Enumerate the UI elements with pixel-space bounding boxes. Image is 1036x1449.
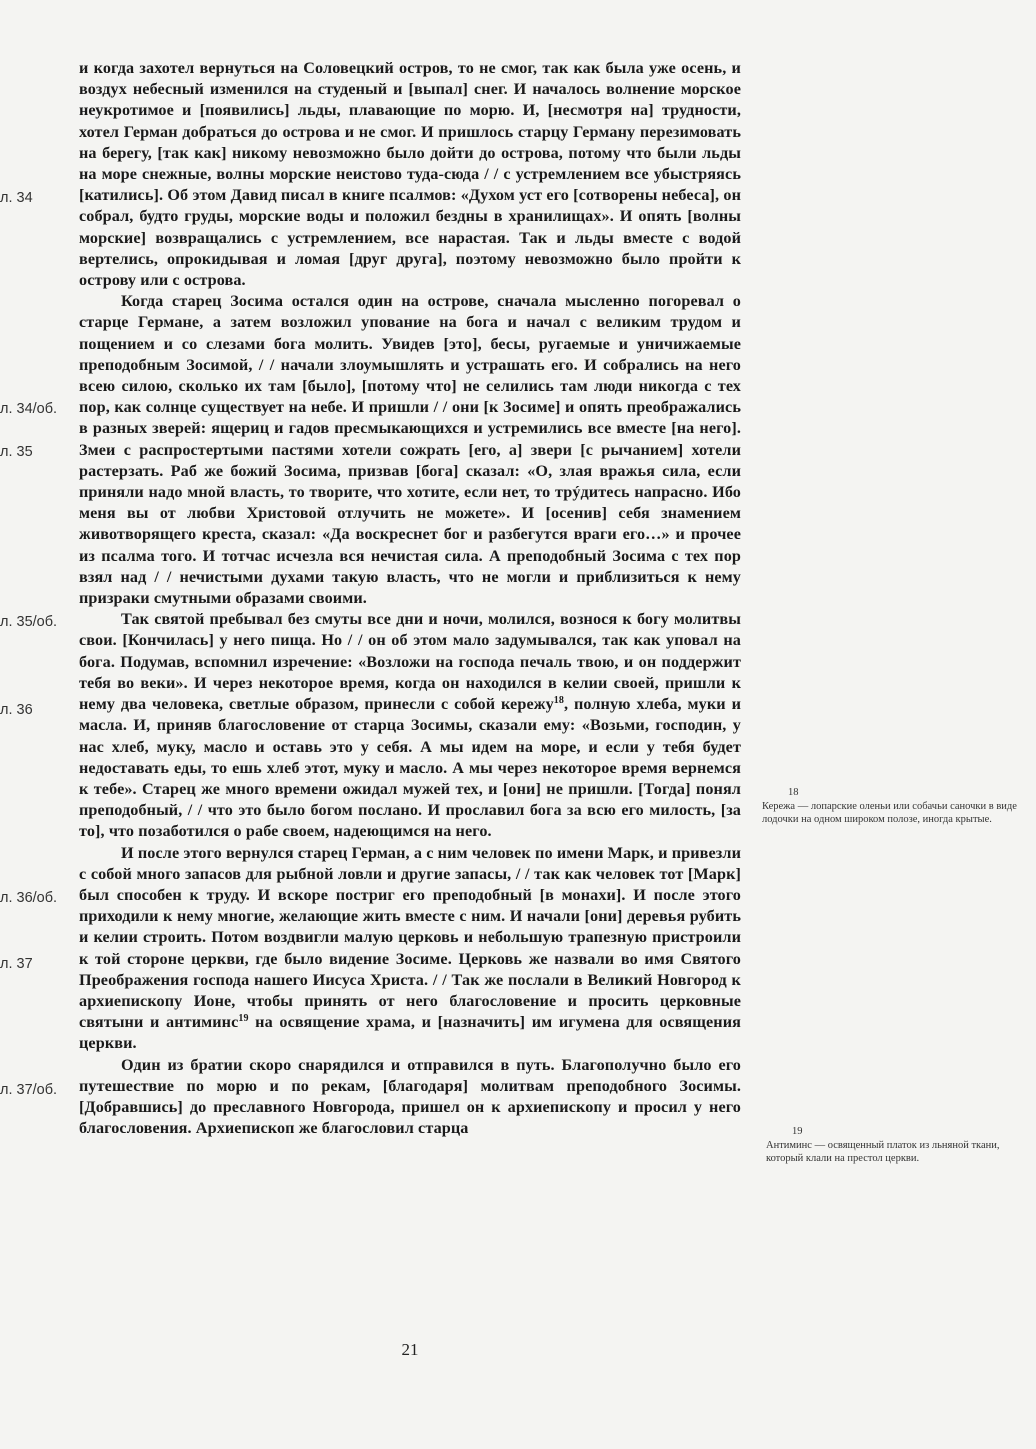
footnote-ref-19[interactable]: 19	[238, 1013, 249, 1025]
folio-ref-37: л. 37	[0, 956, 33, 972]
paragraph-part: Так святой пребывал без смуты все дни и ночи, молился, вознося к богу молитвы свои. [Кончилась] у него пища. Но / / он об этом мало задумывался, так как уповал на бога. Подумав, вспомнил изречение: «Возложи на господа печаль твою, и он поддержит тебя во веки». И через некоторое время, когда он находился в келии своей, пришли к нему два человека, светлые образом, принесли с собой кережу	[79, 610, 741, 714]
paragraph: и когда захотел вернуться на Соловецкий остров, то не смог, так как была уже осень, и воздух небесный изменился на студеный и [выпал] снег. И началось волнение морское неукротимое и [появились] льды, плавающие по морю. И, [несмотря на] трудности, хотел Герман добраться до острова и не смог. И пришлось старцу Герману перезимовать на берегу, [так как] никому невозможно было дойти до острова, потому что были льды на море снежные, волны морские неистово туда-сюда / / с устремлением все убыстряясь [катились]. Об этом Давид писал в книге псалмов: «Духом уст его [сотворены небеса], он собрал, будто груды, морские воды и положил бездны в хранилищах». И опять [волны морские] возвращались с устремлением, все нарастая. Так и льды вместе с водой вертелись, опрокидывая и ломая [друг друга], поэтому невозможно было пройти к острову или с острова.	[79, 59, 741, 290]
paragraph: Один из братии скоро снарядился и отправился в путь. Благополучно было его путешествие по морю и по рекам, [благодаря] молитвам преподобного Зосимы. [Добравшись] до преславного Новгорода, пришел он к архиепископу и просил у него благословения. Архиепископ же благословил старца	[79, 1055, 741, 1138]
folio-ref-35: л. 35	[0, 444, 33, 460]
folio-ref-36-ob: л. 36/об.	[0, 890, 58, 906]
footnote-text: Кережа — лопарские оленьи или собачьи саночки в виде лодочки на одном широком полозе, иногда крытые.	[762, 801, 1017, 825]
footnote-number: 18	[788, 787, 799, 798]
footnote-ref-18[interactable]: 18	[553, 695, 564, 707]
footnote-19	[766, 1125, 1016, 1165]
paragraph-part: И после этого вернулся старец Герман, а с ним человек по имени Марк, и привезли с собой много запасов для рыбной ловли и другие запасы, / / так как человек тот [Марк] был способен к труду. И вскоре постриг его преподобный [в монахи]. И после этого приходили к нему многие, желающие жить вместе с ним. И начали [они] деревья рубить и келии строить. Потом воздвигли малую церковь и небольшую трапезную пристроили к той стороне церкви, где было видение Зосиме. Церковь же назвали во имя Святого Преображения господа нашего Иисуса Христа. / / Так же послали в Великий Новгород к архиепископу Ионе, чтобы принять от него благословение и просить церковные святыни и антиминс	[79, 843, 741, 1032]
paragraph	[79, 609, 741, 842]
main-text	[79, 58, 741, 1139]
folio-ref-36: л. 36	[0, 702, 33, 718]
folio-ref-37-ob: л. 37/об.	[0, 1082, 58, 1098]
footnote-number: 19	[792, 1126, 803, 1137]
folio-ref-35-ob: л. 35/об.	[0, 614, 58, 630]
paragraph	[79, 843, 741, 1055]
folio-ref-34: л. 34	[0, 190, 33, 206]
folio-ref-34-ob: л. 34/об.	[0, 401, 58, 417]
footnote-18	[762, 786, 1034, 826]
paragraph-part: на освящение храма, и [назначить] им игумена для освящения церкви.	[79, 1013, 741, 1053]
footnote-text: Антиминс — освященный платок из льняной ткани, который клали на престол церкви.	[766, 1140, 1000, 1164]
page-number: 21	[401, 1340, 419, 1359]
paragraph-part: , полную хлеба, муки и масла. И, приняв благословение от старца Зосимы, сказали ему: «Возьми, господин, у нас хлеб, муку, масло и оставь это у себя. А мы идем на море, и если у тебя будет недоставать еды, то ешь хлеб этот, муку и масло. А мы через некоторое время вернемся к тебе». Старец же много времени ожидал мужей тех, и [они] не пришли. [Тогда] понял преподобный, / / что это было богом послано. И прославил бога за всю его милость, [за то], что позаботился о рабе своем, надеющимся на него.	[79, 695, 741, 841]
paragraph: Когда старец Зосима остался один на острове, сначала мысленно погоревал о старце Германе, а затем возложил упование на бога и начал с великим трудом и пощением и со слезами бога молить. Увидев [это], бесы, ругаемые и уничижаемые преподобным Зосимой, / / начали злоумышлять и устрашать его. И собрались на него всею силою, сколько их там [было], [потому что] не селились там люди никогда с тех пор, как солнце существует на небе. И пришли / / они [к Зосиме] и опять преображались в разных зверей: ящериц и гадов пресмыкающихся и устремились все вместе [на него]. Змеи с распростертыми пастями хотели сожрать [его, а] звери [с рычанием] хотели растерзать. Раб же божий Зосима, призвав [бога] сказал: «О, злая вражья сила, если приняли надо мной власть, то творите, что хотите, если нет, то трýдитесь напрасно. Ибо меня вы от любви Христовой отлучить не можете». И [осенив] себя знамением животворящего креста, сказал: «Да воскреснет бог и разбегутся враги его…» и прочее из псалма того. И тотчас исчезла вся нечистая сила. А преподобный Зосима с тех пор взял над / / нечистыми духами такую власть, что не могли и приблизиться к нему призраки смутными образами своими.	[79, 292, 741, 608]
